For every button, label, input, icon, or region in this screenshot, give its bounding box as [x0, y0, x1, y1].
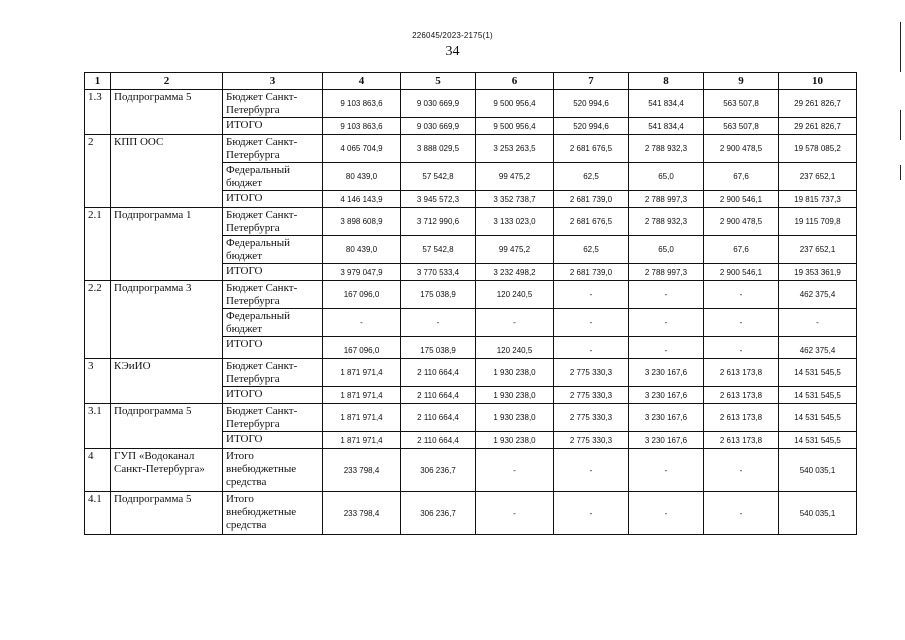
value-cell: 29 261 826,7: [779, 118, 857, 135]
value-cell: 3 133 023,0: [476, 208, 554, 236]
value-cell: -: [554, 449, 629, 492]
value-cell: 237 652,1: [779, 163, 857, 191]
value-cell: 19 578 085,2: [779, 135, 857, 163]
funding-source: Бюджет Санкт-Петербурга: [223, 208, 323, 236]
row-number: 4.1: [85, 492, 111, 535]
value-cell: -: [554, 492, 629, 535]
value-cell: 2 613 173,8: [704, 432, 779, 449]
value-cell: 19 115 709,8: [779, 208, 857, 236]
value-cell: 3 232 498,2: [476, 264, 554, 281]
value-cell: 9 500 956,4: [476, 90, 554, 118]
value-cell: -: [629, 281, 704, 309]
value-cell: 3 712 990,6: [401, 208, 476, 236]
value-cell: 1 871 971,4: [323, 359, 401, 387]
program-name: КПП ООС: [111, 135, 223, 208]
value-cell: 19 815 737,3: [779, 191, 857, 208]
value-cell: 233 798,4: [323, 492, 401, 535]
value-cell: -: [554, 337, 629, 359]
column-header: 6: [476, 73, 554, 90]
value-cell: 3 230 167,6: [629, 387, 704, 404]
document-id: 226045/2023-2175(1): [412, 31, 493, 40]
value-cell: -: [554, 281, 629, 309]
value-cell: 3 898 608,9: [323, 208, 401, 236]
value-cell: 120 240,5: [476, 281, 554, 309]
program-name: Подпрограмма 5: [111, 492, 223, 535]
funding-source: Федеральный бюджет: [223, 163, 323, 191]
page-number: 34: [445, 44, 460, 59]
value-cell: 1 871 971,4: [323, 404, 401, 432]
funding-source: Бюджет Санкт-Петербурга: [223, 90, 323, 118]
table-row: [85, 90, 857, 118]
column-header: 3: [223, 73, 323, 90]
value-cell: -: [401, 309, 476, 337]
program-name: Подпрограмма 3: [111, 281, 223, 359]
program-name: КЭиИО: [111, 359, 223, 404]
value-cell: 1 871 971,4: [323, 432, 401, 449]
program-name: Подпрограмма 5: [111, 404, 223, 449]
funding-source: Итого внебюджетные средства: [223, 449, 323, 492]
funding-source: ИТОГО: [223, 264, 323, 281]
value-cell: 2 110 664,4: [401, 359, 476, 387]
scan-edge-mark: [900, 165, 901, 180]
row-number: 4: [85, 449, 111, 492]
value-cell: 3 230 167,6: [629, 359, 704, 387]
program-name: Подпрограмма 1: [111, 208, 223, 281]
value-cell: 2 613 173,8: [704, 359, 779, 387]
value-cell: 2 681 739,0: [554, 191, 629, 208]
value-cell: 57 542,8: [401, 236, 476, 264]
value-cell: 3 979 047,9: [323, 264, 401, 281]
value-cell: 2 900 478,5: [704, 208, 779, 236]
value-cell: 65,0: [629, 163, 704, 191]
value-cell: 462 375,4: [779, 281, 857, 309]
funding-source: Бюджет Санкт-Петербурга: [223, 135, 323, 163]
column-header: 5: [401, 73, 476, 90]
value-cell: 67,6: [704, 163, 779, 191]
value-cell: 520 994,6: [554, 118, 629, 135]
value-cell: 175 038,9: [401, 337, 476, 359]
value-cell: 19 353 361,9: [779, 264, 857, 281]
value-cell: 120 240,5: [476, 337, 554, 359]
value-cell: 3 945 572,3: [401, 191, 476, 208]
funding-source: ИТОГО: [223, 337, 323, 359]
column-header: 1: [85, 73, 111, 90]
value-cell: -: [554, 309, 629, 337]
value-cell: 2 681 676,5: [554, 208, 629, 236]
table-row: [85, 281, 857, 309]
value-cell: 520 994,6: [554, 90, 629, 118]
value-cell: 65,0: [629, 236, 704, 264]
value-cell: 4 065 704,9: [323, 135, 401, 163]
value-cell: 1 930 238,0: [476, 359, 554, 387]
value-cell: 541 834,4: [629, 90, 704, 118]
value-cell: -: [629, 449, 704, 492]
column-header: 9: [704, 73, 779, 90]
column-header: 4: [323, 73, 401, 90]
funding-source: ИТОГО: [223, 432, 323, 449]
value-cell: 2 788 932,3: [629, 208, 704, 236]
value-cell: -: [704, 492, 779, 535]
funding-source: ИТОГО: [223, 118, 323, 135]
funding-source: Итого внебюджетные средства: [223, 492, 323, 535]
value-cell: -: [779, 309, 857, 337]
value-cell: 2 775 330,3: [554, 359, 629, 387]
value-cell: 3 253 263,5: [476, 135, 554, 163]
column-header: 2: [111, 73, 223, 90]
value-cell: 2 110 664,4: [401, 404, 476, 432]
value-cell: 9 103 863,6: [323, 90, 401, 118]
value-cell: 2 788 997,3: [629, 264, 704, 281]
value-cell: 167 096,0: [323, 337, 401, 359]
scan-edge-mark: [900, 22, 901, 72]
value-cell: 237 652,1: [779, 236, 857, 264]
value-cell: 62,5: [554, 236, 629, 264]
column-header: 7: [554, 73, 629, 90]
value-cell: 2 900 546,1: [704, 191, 779, 208]
table-header-row: [85, 73, 857, 90]
table-row: [85, 208, 857, 236]
value-cell: 3 888 029,5: [401, 135, 476, 163]
value-cell: 233 798,4: [323, 449, 401, 492]
funding-source: Федеральный бюджет: [223, 236, 323, 264]
funding-source: Бюджет Санкт-Петербурга: [223, 404, 323, 432]
table-row: [85, 449, 857, 492]
value-cell: 2 110 664,4: [401, 387, 476, 404]
value-cell: 57 542,8: [401, 163, 476, 191]
value-cell: 80 439,0: [323, 163, 401, 191]
value-cell: 99 475,2: [476, 163, 554, 191]
value-cell: 14 531 545,5: [779, 359, 857, 387]
value-cell: 540 035,1: [779, 492, 857, 535]
value-cell: 540 035,1: [779, 449, 857, 492]
funding-source: Бюджет Санкт-Петербурга: [223, 359, 323, 387]
value-cell: -: [704, 309, 779, 337]
value-cell: 9 103 863,6: [323, 118, 401, 135]
value-cell: 2 613 173,8: [704, 404, 779, 432]
value-cell: 2 681 676,5: [554, 135, 629, 163]
value-cell: 2 788 932,3: [629, 135, 704, 163]
table-row: [85, 404, 857, 432]
value-cell: 9 030 669,9: [401, 118, 476, 135]
value-cell: 3 770 533,4: [401, 264, 476, 281]
row-number: 2: [85, 135, 111, 208]
funding-source: Бюджет Санкт-Петербурга: [223, 281, 323, 309]
value-cell: 1 871 971,4: [323, 387, 401, 404]
value-cell: 167 096,0: [323, 281, 401, 309]
value-cell: -: [629, 337, 704, 359]
program-name: ГУП «Водоканал Санкт-Петербурга»: [111, 449, 223, 492]
value-cell: 2 900 478,5: [704, 135, 779, 163]
scan-edge-mark: [900, 110, 901, 140]
value-cell: -: [704, 281, 779, 309]
program-name: Подпрограмма 5: [111, 90, 223, 135]
value-cell: 2 775 330,3: [554, 387, 629, 404]
table-row: [85, 359, 857, 387]
value-cell: 2 775 330,3: [554, 404, 629, 432]
value-cell: 462 375,4: [779, 337, 857, 359]
row-number: 2.2: [85, 281, 111, 359]
column-header: 10: [779, 73, 857, 90]
row-number: 2.1: [85, 208, 111, 281]
value-cell: 14 531 545,5: [779, 432, 857, 449]
row-number: 1.3: [85, 90, 111, 135]
value-cell: 9 030 669,9: [401, 90, 476, 118]
value-cell: 1 930 238,0: [476, 432, 554, 449]
row-number: 3.1: [85, 404, 111, 449]
value-cell: 306 236,7: [401, 449, 476, 492]
value-cell: 14 531 545,5: [779, 387, 857, 404]
value-cell: 175 038,9: [401, 281, 476, 309]
value-cell: 80 439,0: [323, 236, 401, 264]
budget-table: [84, 72, 857, 535]
value-cell: -: [476, 492, 554, 535]
value-cell: -: [704, 449, 779, 492]
value-cell: 1 930 238,0: [476, 404, 554, 432]
value-cell: -: [476, 309, 554, 337]
value-cell: 67,6: [704, 236, 779, 264]
value-cell: 541 834,4: [629, 118, 704, 135]
column-header: 8: [629, 73, 704, 90]
funding-source: ИТОГО: [223, 191, 323, 208]
value-cell: 62,5: [554, 163, 629, 191]
value-cell: 3 230 167,6: [629, 404, 704, 432]
value-cell: 4 146 143,9: [323, 191, 401, 208]
table-row: [85, 135, 857, 163]
value-cell: 14 531 545,5: [779, 404, 857, 432]
value-cell: 563 507,8: [704, 118, 779, 135]
row-number: 3: [85, 359, 111, 404]
value-cell: 9 500 956,4: [476, 118, 554, 135]
value-cell: 29 261 826,7: [779, 90, 857, 118]
value-cell: 306 236,7: [401, 492, 476, 535]
value-cell: -: [629, 309, 704, 337]
value-cell: 3 352 738,7: [476, 191, 554, 208]
funding-source: ИТОГО: [223, 387, 323, 404]
table-row: [85, 492, 857, 535]
value-cell: -: [476, 449, 554, 492]
value-cell: -: [704, 337, 779, 359]
value-cell: 2 788 997,3: [629, 191, 704, 208]
value-cell: -: [323, 309, 401, 337]
funding-source: Федеральный бюджет: [223, 309, 323, 337]
value-cell: 2 681 739,0: [554, 264, 629, 281]
value-cell: 563 507,8: [704, 90, 779, 118]
value-cell: -: [629, 492, 704, 535]
value-cell: 2 775 330,3: [554, 432, 629, 449]
value-cell: 2 613 173,8: [704, 387, 779, 404]
value-cell: 2 110 664,4: [401, 432, 476, 449]
value-cell: 1 930 238,0: [476, 387, 554, 404]
value-cell: 2 900 546,1: [704, 264, 779, 281]
value-cell: 3 230 167,6: [629, 432, 704, 449]
value-cell: 99 475,2: [476, 236, 554, 264]
